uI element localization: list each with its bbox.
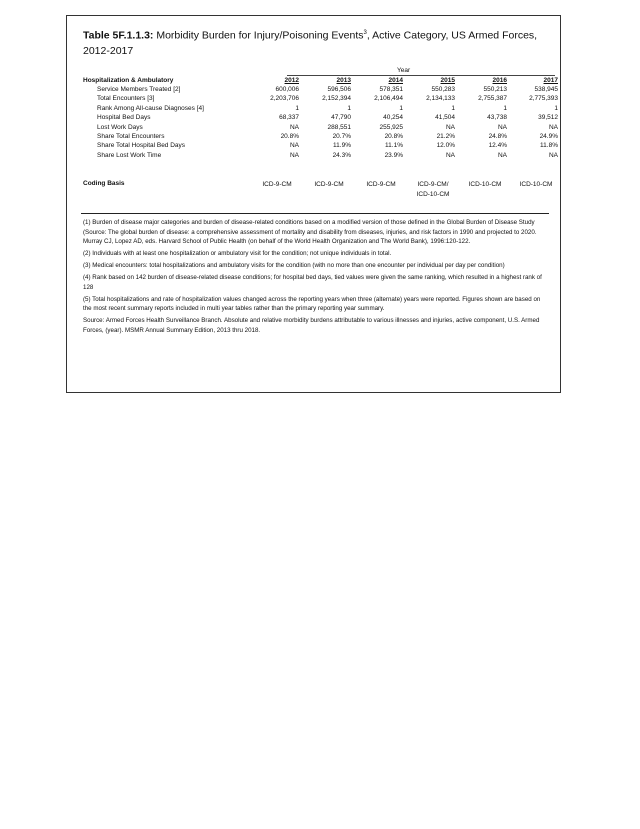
table-cell: 11.9% [333,142,351,150]
table-row [67,133,562,142]
table-cell: 47,790 [331,114,351,122]
table-cell: 21.2% [436,133,455,140]
table-cell: NA [497,123,507,131]
year-col-2016: 2016 [492,77,507,84]
table-row [67,142,562,151]
table-cell: 43,738 [487,114,507,122]
row-label: Share Lost Work Time [97,151,162,159]
year-col-2014: 2014 [388,77,403,84]
table-cell: NA [289,142,299,150]
row-label: Share Total Hospital Bed Days [97,142,186,150]
table-cell: NA [289,151,299,159]
title-suffix: , Active Category, US Armed Forces, 2012-2017 [83,29,538,57]
table-cell: 578,351 [379,86,403,93]
table-cell: 12.0% [436,142,455,150]
table-cell: 12.4% [488,142,507,150]
table-cell: 2,775,393 [529,95,558,103]
table-cell: 288,551 [327,123,351,131]
table-cell: 2,106,494 [374,95,403,103]
year-col-2015: 2015 [440,77,455,84]
footnote-5: (5) Total hospitalizations and rate of hospitalization values changed across the reporting years when three (alternate) years were reported. Figures shown are based on the most recent summary reports included in multi year tables rather than the primary reporting year summary. [83,295,541,312]
footnote-2: (2) Individuals with at least one hospitalization or ambulatory visit for the condition; not unique individuals in total. [83,250,392,257]
table-cell: NA [445,123,455,131]
year-col-2017: 2017 [543,77,558,84]
coding-2014: ICD-9-CM [366,181,396,188]
coding-2013: ICD-9-CM [314,181,344,188]
table-cell: NA [289,123,299,131]
table-cell: NA [497,151,507,159]
year-col-2013: 2013 [336,77,351,84]
footnote-3: (3) Medical encounters: total hospitalizations and ambulatory visits for the condition (with no more than one encounter per individual per day per condition) [83,262,505,269]
coding-basis-label: Coding Basis [83,180,125,187]
coding-2017: ICD-10-CM [519,181,553,188]
table-cell: 550,213 [483,86,507,93]
row-label: Hospital Bed Days [97,114,151,122]
table-cell: 550,283 [431,86,455,93]
table-cell: 24.9% [539,133,558,140]
table-row [67,105,562,114]
section-label: Hospitalization & Ambulatory [83,77,174,84]
row-label: Rank Among All-cause Diagnoses [4] [97,104,204,112]
table-cell: 39,512 [538,114,558,122]
table-cell: 1 [295,104,299,112]
table-cell: 20.8% [280,133,299,140]
table-cell: 40,254 [383,114,403,122]
table-cell: 538,945 [534,86,558,93]
table-cell: 20.7% [332,133,351,140]
table-cell: NA [548,123,558,131]
footnote-1: (1) Burden of disease major categories and burden of disease-related conditions based on a modified version of those defined in the Global Burden of Disease Study (Source: The global burden of disease: a comprehensive assessment of mortality and disability from diseases, injuries, and risk factors in 1990 and projected to 2020. Murray CJ, Lopez AD, eds. Harvard School of Public Health (on behalf of the World Health Organization and The World Bank), 1996:120-122. [83,219,537,245]
coding-2012: ICD-9-CM [262,181,292,188]
table-cell: 600,006 [275,86,299,93]
coding-2015: ICD-9-CM/ ICD-10-CM [416,181,450,198]
row-label: Share Total Encounters [97,133,165,140]
table-cell: 1 [451,104,455,112]
notes-divider [81,213,549,214]
table-cell: 1 [554,104,558,112]
table-frame [66,15,561,393]
table-cell: 20.8% [384,133,403,140]
table-cell: 24.3% [332,151,351,159]
row-label: Lost Work Days [97,123,143,131]
table-cell: 2,755,387 [478,95,507,103]
title-superscript: 3 [363,30,367,36]
year-col-2012: 2012 [284,77,299,84]
table-cell: 2,152,394 [322,95,351,103]
title-main: Morbidity Burden for Injury/Poisoning Events [156,29,364,42]
table-cell: 2,134,133 [426,95,455,103]
table-cell: 2,203,706 [270,95,299,103]
table-row [67,152,562,161]
table-row [67,114,562,123]
table-cell: 1 [503,104,507,112]
row-label: Service Members Treated [2] [97,86,181,93]
table-title [83,26,548,59]
table-cell: 1 [399,104,403,112]
footnotes [83,218,548,338]
table-cell: NA [548,151,558,159]
table-row [67,86,562,95]
table-cell: 24.8% [488,133,507,140]
coding-2016: ICD-10-CM [468,181,502,188]
table-cell: 41,504 [435,114,455,122]
table-row [67,124,562,133]
table-cell: 68,337 [279,114,299,122]
table-cell: 11.8% [540,142,558,150]
table-number: Table 5F.1.1.3: [83,29,154,42]
table-cell: 23.9% [384,151,403,159]
table-cell: 11.1% [385,142,403,150]
table-cell: 255,925 [379,123,403,131]
table-cell: NA [445,151,455,159]
table-cell: 1 [347,104,351,112]
source-note: Source: Armed Forces Health Surveillance Branch. Absolute and relative morbidity burdens attributable to various illnesses and injuries, active component, U.S. Armed Forces, (year). MSMR Annual Summary Edition, 2013 thru 2018. [83,317,540,334]
year-header: Year [397,67,411,74]
table-row [67,95,562,104]
footnote-4: (4) Rank based on 142 burden of disease-related disease conditions; for hospital bed days, tied values were given the same ranking, which resulted in a highest rank of 128 [83,274,542,291]
year-header-rule [287,75,555,76]
table-cell: 596,506 [327,86,351,93]
row-label: Total Encounters [3] [97,95,155,103]
